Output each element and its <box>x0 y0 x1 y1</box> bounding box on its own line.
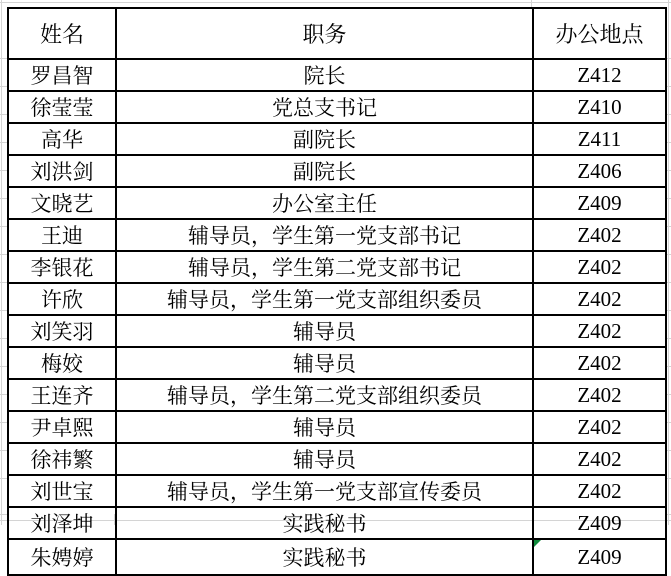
table-row <box>8 155 666 187</box>
cell-name[interactable]: 尹卓熙 <box>8 411 116 443</box>
gridline <box>668 0 669 525</box>
cell-office[interactable]: Z402 <box>533 347 666 379</box>
cell-position[interactable]: 辅导员 <box>116 411 533 443</box>
gridline <box>0 86 7 87</box>
gridline <box>0 394 7 395</box>
table-row <box>8 251 666 283</box>
table-row <box>8 507 666 539</box>
cell-office[interactable]: Z402 <box>533 475 666 507</box>
cell-office[interactable]: Z410 <box>533 91 666 123</box>
cell-position[interactable]: 辅导员，学生第一党支部组织委员 <box>116 283 533 315</box>
cell-name[interactable]: 刘泽坤 <box>8 507 116 539</box>
gridline <box>531 0 532 7</box>
cell-position[interactable]: 院长 <box>116 59 533 91</box>
header-cell-office[interactable]: 办公地点 <box>533 8 666 59</box>
table-row <box>8 283 666 315</box>
gridline <box>0 282 7 283</box>
cell-name[interactable]: 刘笑羽 <box>8 315 116 347</box>
cell-position[interactable]: 办公室主任 <box>116 187 533 219</box>
cell-name[interactable]: 李银花 <box>8 251 116 283</box>
table-row <box>8 475 666 507</box>
gridline <box>0 226 7 227</box>
cell-position[interactable]: 党总支书记 <box>116 91 533 123</box>
gridline <box>0 514 7 515</box>
cell-position[interactable]: 辅导员 <box>116 443 533 475</box>
table-row <box>8 91 666 123</box>
cell-office[interactable]: Z406 <box>533 155 666 187</box>
cell-position[interactable]: 实践秘书 <box>116 539 533 575</box>
table-header <box>8 8 666 59</box>
cell-office[interactable]: Z402 <box>533 251 666 283</box>
header-cell-position[interactable]: 职务 <box>116 8 533 59</box>
cell-name[interactable]: 徐祎繁 <box>8 443 116 475</box>
table-row <box>8 379 666 411</box>
cell-office[interactable]: Z411 <box>533 123 666 155</box>
gridline <box>0 422 7 423</box>
cell-office[interactable]: Z402 <box>533 315 666 347</box>
cell-office[interactable]: Z402 <box>533 443 666 475</box>
cell-position[interactable]: 辅导员，学生第二党支部组织委员 <box>116 379 533 411</box>
gridline <box>0 310 7 311</box>
staff-table <box>7 7 667 576</box>
cell-position[interactable]: 实践秘书 <box>116 507 533 539</box>
cell-name[interactable]: 高华 <box>8 123 116 155</box>
gridline <box>0 338 7 339</box>
table-row <box>8 347 666 379</box>
cell-name[interactable]: 刘世宝 <box>8 475 116 507</box>
cell-office[interactable]: Z402 <box>533 379 666 411</box>
gridline <box>0 198 7 199</box>
cell-name[interactable]: 刘洪剑 <box>8 155 116 187</box>
gridline <box>1 0 2 525</box>
gridline <box>0 366 7 367</box>
cell-error-indicator-icon <box>534 540 541 547</box>
table-body <box>8 59 666 575</box>
table-row <box>8 539 666 575</box>
cell-position[interactable]: 辅导员，学生第二党支部书记 <box>116 251 533 283</box>
table-row <box>8 315 666 347</box>
cell-position[interactable]: 辅导员，学生第一党支部书记 <box>116 219 533 251</box>
gridline <box>0 254 7 255</box>
cell-name[interactable]: 罗昌智 <box>8 59 116 91</box>
cell-office[interactable]: Z402 <box>533 411 666 443</box>
gridline <box>0 114 7 115</box>
table-row <box>8 219 666 251</box>
cell-name[interactable]: 徐莹莹 <box>8 91 116 123</box>
table-row <box>8 411 666 443</box>
cell-name[interactable]: 许欣 <box>8 283 116 315</box>
cell-name[interactable]: 王迪 <box>8 219 116 251</box>
cell-office[interactable]: Z402 <box>533 283 666 315</box>
cell-office[interactable]: Z402 <box>533 219 666 251</box>
cell-office[interactable]: Z409 <box>533 187 666 219</box>
cell-position[interactable]: 辅导员 <box>116 347 533 379</box>
header-cell-name[interactable]: 姓名 <box>8 8 116 59</box>
table-row <box>8 187 666 219</box>
gridline <box>0 450 7 451</box>
gridline <box>0 2 671 3</box>
cell-name[interactable]: 文晓艺 <box>8 187 116 219</box>
cell-position[interactable]: 辅导员，学生第一党支部宣传委员 <box>116 475 533 507</box>
table-row <box>8 443 666 475</box>
cell-name[interactable]: 梅姣 <box>8 347 116 379</box>
cell-position[interactable]: 辅导员 <box>116 315 533 347</box>
gridline <box>0 58 7 59</box>
gridline <box>0 170 7 171</box>
gridline <box>0 142 7 143</box>
cell-name[interactable]: 王连齐 <box>8 379 116 411</box>
cell-office[interactable]: Z409 <box>533 507 666 539</box>
cell-position[interactable]: 副院长 <box>116 155 533 187</box>
cell-office[interactable]: Z409 <box>533 539 666 575</box>
table-row <box>8 59 666 91</box>
table-row <box>8 123 666 155</box>
cell-name[interactable]: 朱娉婷 <box>8 539 116 575</box>
cell-position[interactable]: 副院长 <box>116 123 533 155</box>
cell-office[interactable]: Z412 <box>533 59 666 91</box>
gridline <box>0 478 7 479</box>
header-row <box>8 8 666 59</box>
